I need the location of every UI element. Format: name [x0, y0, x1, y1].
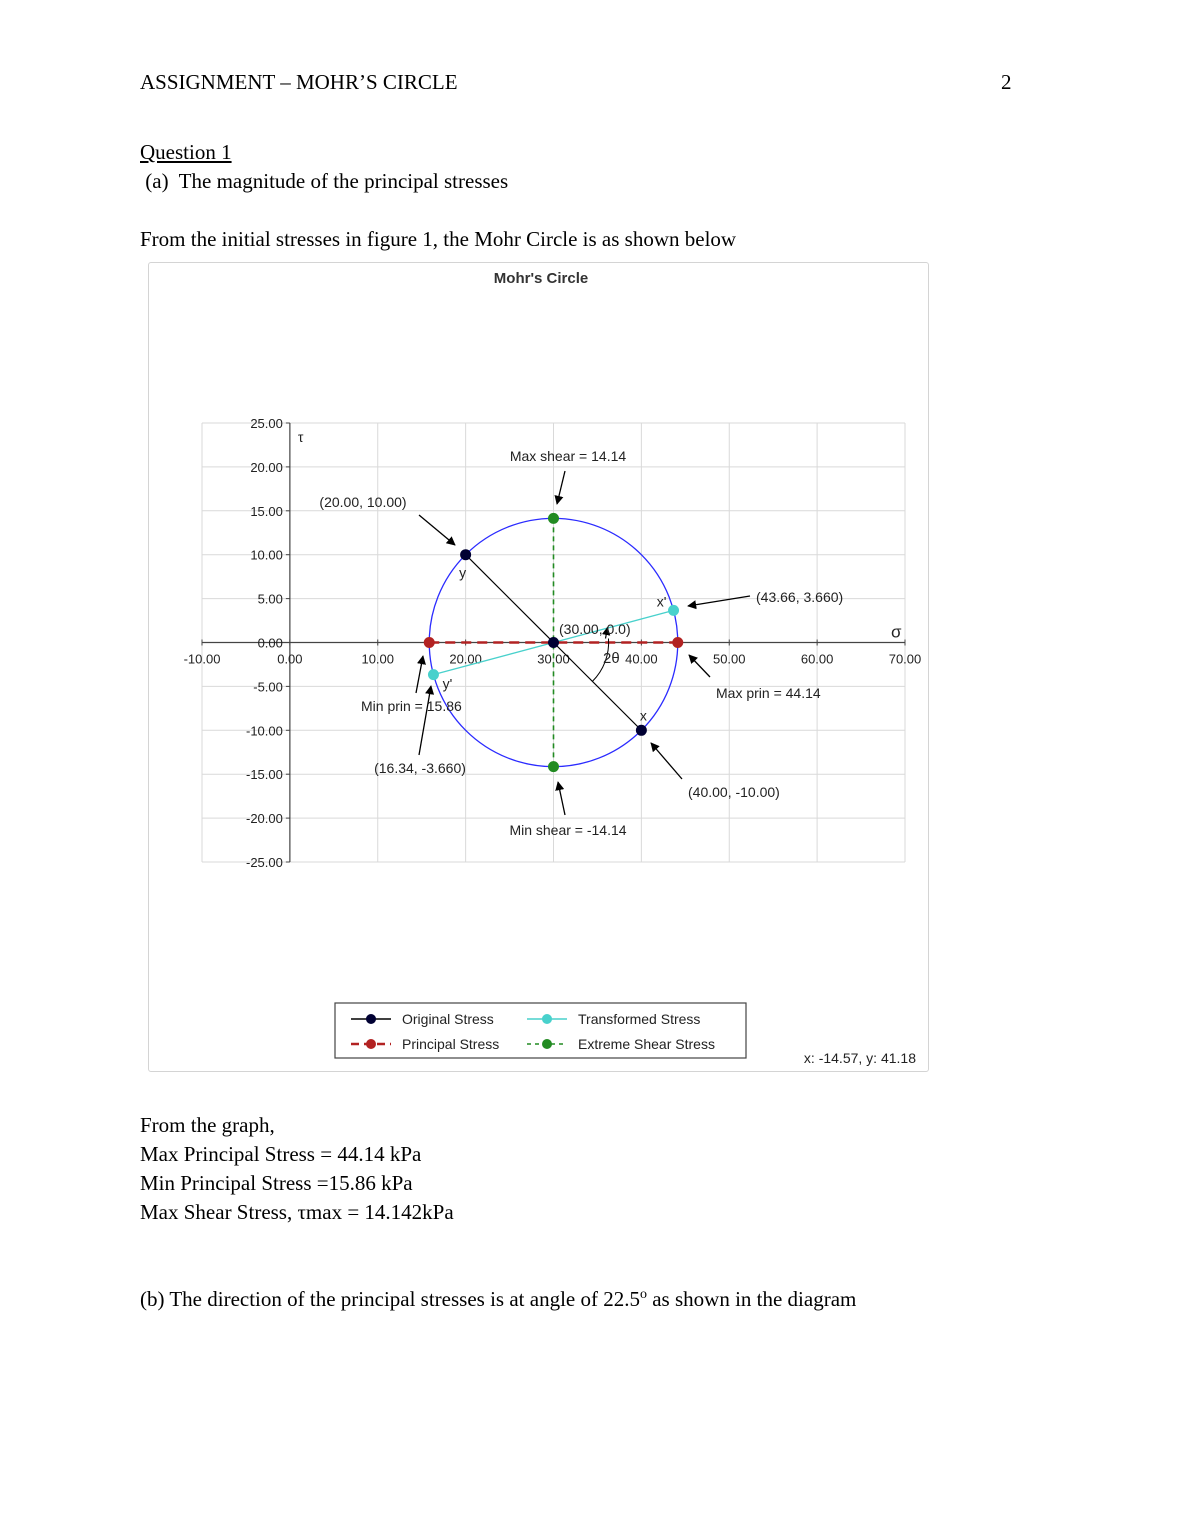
- chart-title: Mohr's Circle: [493, 270, 589, 287]
- point-label-x-prime: x': [656, 593, 667, 610]
- arrow-point-20-10: [419, 515, 455, 545]
- legend-swatch-marker: [366, 1014, 376, 1024]
- x-tick-label: 60.00: [800, 651, 834, 667]
- arrow-min-prin: [416, 656, 423, 693]
- marker-transformed-stress: [669, 605, 679, 615]
- arrow-min-shear: [558, 782, 565, 815]
- y-tick-label: -20.00: [246, 811, 283, 827]
- x-axis-label: σ: [891, 622, 902, 642]
- annotation-max-prin: Max prin = 44.14: [716, 685, 821, 701]
- y-tick-label: -10.00: [246, 723, 283, 739]
- max-shear-text: Max Shear Stress, τmax = 14.142kPa: [140, 1200, 454, 1224]
- marker-original-stress: [549, 638, 559, 648]
- legend-label: Transformed Stress: [578, 1011, 701, 1027]
- arrow-point-40-neg10: [651, 743, 682, 779]
- arrow-max-prin: [689, 655, 710, 677]
- point-label-x: x: [639, 707, 647, 724]
- cursor-readout: x: -14.57, y: 41.18: [803, 1050, 916, 1066]
- page-number: 2: [1001, 70, 1012, 94]
- question-heading: Question 1: [140, 140, 232, 164]
- legend-swatch-marker: [542, 1014, 552, 1024]
- degree-superscript: o: [639, 1287, 647, 1302]
- arrow-point-43-3: [688, 596, 750, 606]
- annotation-point-20-10: (20.00, 10.00): [319, 494, 407, 510]
- y-tick-label: -25.00: [246, 855, 283, 870]
- y-axis-label: τ: [297, 429, 304, 445]
- legend-label: Extreme Shear Stress: [578, 1036, 715, 1052]
- y-tick-label: 15.00: [250, 503, 283, 519]
- annotation-center: (30.00, 0.0): [559, 621, 631, 637]
- y-tick-label: -5.00: [253, 679, 283, 695]
- min-principal-text: Min Principal Stress =15.86 kPa: [140, 1171, 413, 1195]
- y-tick-label: 10.00: [250, 547, 283, 563]
- marker-original-stress: [461, 550, 471, 560]
- marker-extreme-shear-stress: [549, 513, 559, 523]
- annotation-two-theta: 2θ: [603, 650, 620, 667]
- x-tick-label: 40.00: [625, 651, 658, 667]
- y-tick-label: 0.00: [257, 635, 283, 651]
- marker-principal-stress: [424, 638, 434, 648]
- point-label-y-prime: y': [442, 675, 453, 692]
- y-tick-label: 25.00: [250, 416, 283, 431]
- max-principal-text: Max Principal Stress = 44.14 kPa: [140, 1142, 422, 1166]
- y-tick-label: 20.00: [250, 459, 283, 475]
- legend-swatch-marker: [366, 1039, 376, 1049]
- annotation-min-shear: Min shear = -14.14: [509, 822, 627, 838]
- marker-transformed-stress: [428, 670, 438, 680]
- x-tick-label: 10.00: [361, 651, 395, 667]
- page-header-title: ASSIGNMENT – MOHR’S CIRCLE: [140, 70, 458, 94]
- part-b-text: (b) The direction of the principal stresses is at angle of 22.5: [140, 1287, 640, 1311]
- arrow-max-shear: [557, 471, 565, 504]
- marker-principal-stress: [673, 638, 683, 648]
- annotation-point-40-neg10: (40.00, -10.00): [688, 784, 780, 800]
- part-b-text-end: as shown in the diagram: [646, 1287, 857, 1311]
- x-tick-label: 30.00: [537, 651, 570, 667]
- annotation-min-prin: Min prin = 15.86: [361, 698, 462, 714]
- mohr-circle-chart: [148, 262, 929, 1072]
- x-tick-label: 70.00: [888, 651, 922, 667]
- point-label-y: y: [459, 564, 467, 581]
- marker-extreme-shear-stress: [549, 762, 559, 772]
- legend-label: Original Stress: [402, 1011, 494, 1027]
- part-a-heading: (a) The magnitude of the principal stresses: [140, 169, 509, 193]
- arrow-point-16-neg3: [419, 686, 431, 755]
- marker-original-stress: [636, 725, 646, 735]
- x-tick-label: -10.00: [183, 651, 221, 667]
- chart-svg: [149, 263, 928, 1071]
- annotation-point-16-neg3: (16.34, -3.660): [374, 760, 466, 776]
- intro-paragraph: From the initial stresses in figure 1, the Mohr Circle is as shown below: [140, 227, 737, 251]
- annotation-point-43-3: (43.66, 3.660): [756, 589, 844, 605]
- legend-swatch-marker: [542, 1039, 552, 1049]
- from-graph-text: From the graph,: [140, 1113, 275, 1137]
- y-tick-label: -15.00: [246, 767, 283, 783]
- legend-label: Principal Stress: [402, 1036, 500, 1052]
- x-tick-label: 0.00: [277, 651, 303, 667]
- x-tick-label: 50.00: [712, 651, 746, 667]
- annotation-max-shear: Max shear = 14.14: [509, 448, 627, 464]
- y-tick-label: 5.00: [257, 591, 283, 607]
- x-tick-label: 20.00: [449, 651, 482, 667]
- part-b-paragraph: [140, 1287, 856, 1312]
